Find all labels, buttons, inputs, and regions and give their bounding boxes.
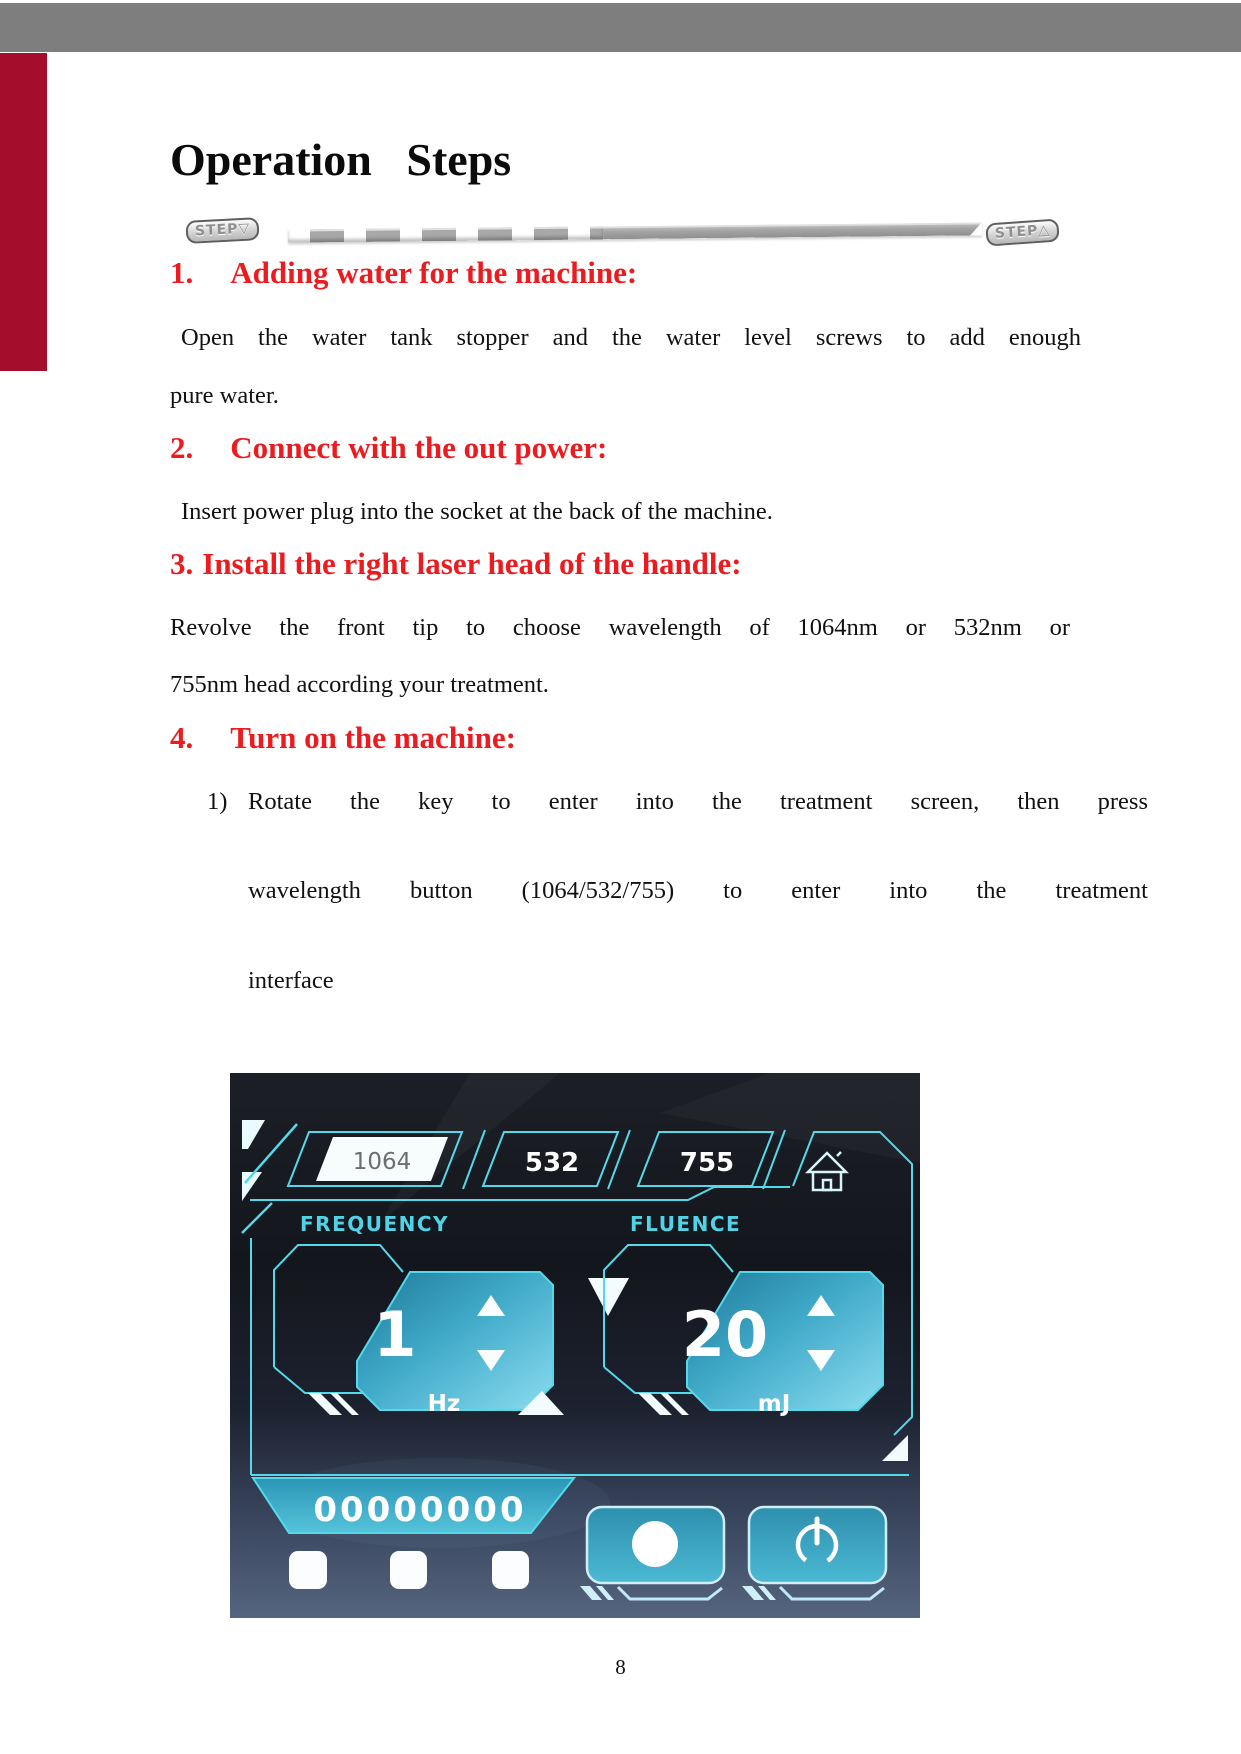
section-number: 2. [170,430,194,465]
section-heading-text: Adding water for the machine: [230,255,638,290]
treatment-screen-graphic [230,1073,920,1618]
section-heading-4 [170,720,1070,756]
list-marker: 1) [207,788,228,815]
fluence-value: 20 [681,1298,769,1371]
section-number: 4. [170,720,194,755]
fluence-label: FLUENCE [630,1212,742,1236]
tab-755-label: 755 [679,1148,735,1178]
list-item-line [170,786,1148,818]
body-line: Open the water tank stopper and the water level screws to add enough [181,324,1081,351]
top-gray-bar [0,3,1241,52]
list-item-line: wavelength button (1064/532/755) to enter into the treatment [248,877,1148,904]
list-item-line: interface [248,967,334,994]
section-number: 3. [170,546,194,581]
body-line: 755nm head according your treatment. [170,671,549,698]
frequency-label: FREQUENCY [300,1212,450,1236]
tab-1064-label: 1064 [352,1149,412,1175]
step-down-badge: STEP▽ [185,217,259,244]
section-heading-text: Connect with the out power: [230,430,608,465]
page-number: 8 [615,1655,626,1679]
treatment-screen-photo [230,1073,920,1618]
ready-circle-icon [632,1521,678,1567]
step-divider-bar [288,222,982,242]
section-heading-2 [170,430,1070,466]
body-line: pure water. [170,382,279,409]
step-divider [186,217,1076,257]
indicator-square-icon [492,1551,529,1589]
step-bar-striped-segment [288,226,603,242]
section-heading-1 [170,255,1070,291]
indicator-square-icon [390,1551,427,1589]
list-item-text: Rotate the key to enter into the treatment screen, then press [248,788,1148,815]
left-red-bar [0,53,47,371]
step-bar-solid-segment [603,222,982,239]
section-heading-3 [170,546,1070,582]
fluence-unit: mJ [757,1391,791,1417]
section-number: 1. [170,255,194,290]
frequency-value: 1 [373,1298,417,1371]
body-line: Revolve the front tip to choose wavelength of 1064nm or 532nm or [170,614,1070,641]
tab-532-label: 532 [524,1148,580,1178]
indicator-square-icon [289,1551,327,1589]
section-heading-text: Install the right laser head of the handle: [202,546,742,581]
frequency-unit: Hz [427,1391,461,1417]
body-line: Insert power plug into the socket at the back of the machine. [181,498,773,525]
step-up-badge: STEP△ [985,218,1060,246]
shot-counter-value: 00000000 [313,1490,527,1530]
page-title: Operation Steps [170,134,512,185]
section-heading-text: Turn on the machine: [230,720,516,755]
